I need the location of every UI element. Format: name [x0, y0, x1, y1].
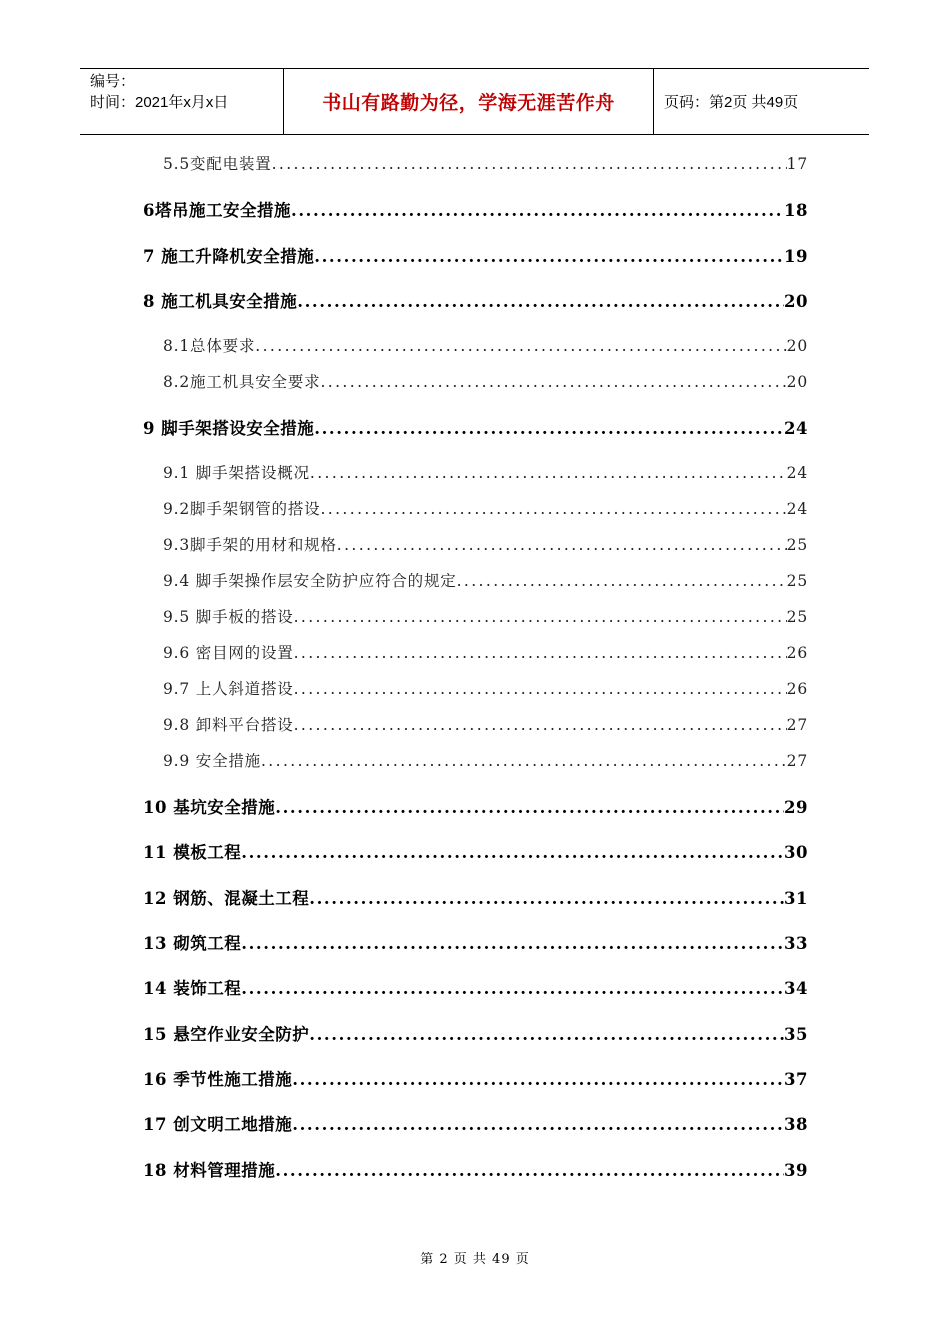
toc-entry-page: 33: [784, 934, 808, 953]
toc-leader-dots: [291, 201, 784, 220]
toc-entry-page: 17: [786, 155, 808, 173]
toc-entry-title: 10 基坑安全措施: [143, 798, 276, 817]
toc-leader-dots: [294, 680, 787, 698]
toc-entry-title: 18 材料管理措施: [143, 1161, 276, 1180]
toc-leader-dots: [241, 979, 784, 998]
document-number-label: 编号：: [90, 73, 136, 90]
toc-entry-title: 14 装饰工程: [143, 979, 242, 998]
toc-entry-title: 12 钢筋、混凝土工程: [143, 889, 310, 908]
toc-entry[interactable]: [163, 497, 808, 519]
toc-entry[interactable]: [143, 1066, 808, 1090]
toc-entry[interactable]: [163, 569, 808, 591]
toc-leader-dots: [292, 1115, 784, 1134]
toc-entry-page: 38: [784, 1115, 808, 1134]
toc-leader-dots: [320, 373, 786, 391]
toc-entry-title: 9.4 脚手架操作层安全防护应符合的规定: [163, 572, 457, 590]
toc-entry-title: 9 脚手架搭设安全措施: [143, 419, 315, 438]
toc-entry-title: 7 施工升降机安全措施: [143, 247, 315, 266]
toc-entry[interactable]: [143, 839, 808, 863]
page-header: [80, 68, 869, 135]
toc-leader-dots: [292, 1070, 784, 1089]
toc-entry-page: 26: [786, 680, 808, 698]
page-footer: 第 2 页 共 49 页: [420, 1252, 530, 1267]
toc-entry[interactable]: [163, 334, 808, 356]
toc-entry-title: 11 模板工程: [143, 843, 242, 862]
toc-entry-page: 24: [786, 464, 808, 482]
toc-entry-title: 9.6 密目网的设置: [163, 644, 294, 662]
toc-entry-page: 19: [784, 247, 808, 266]
toc-entry-title: 9.5 脚手板的搭设: [163, 608, 294, 626]
toc-entry-page: 29: [784, 798, 808, 817]
toc-entry-page: 27: [786, 716, 808, 734]
toc-leader-dots: [310, 464, 787, 482]
toc-entry[interactable]: [143, 1157, 808, 1181]
toc-entry-title: 6塔吊施工安全措施: [143, 201, 291, 220]
toc-entry-page: 25: [786, 608, 808, 626]
toc-entry[interactable]: [163, 641, 808, 663]
toc-entry-title: 9.2脚手架钢管的搭设: [163, 500, 321, 518]
toc-entry-title: 8 施工机具安全措施: [143, 292, 298, 311]
toc-entry-title: 17 创文明工地措施: [143, 1115, 293, 1134]
toc-entry-page: 37: [784, 1070, 808, 1089]
toc-entry-page: 39: [784, 1161, 808, 1180]
header-page-label: 页码：第2页 共49页: [664, 94, 799, 111]
toc-entry-title: 15 悬空作业安全防护: [143, 1025, 310, 1044]
toc-entry[interactable]: [143, 885, 808, 909]
toc-leader-dots: [272, 155, 787, 173]
toc-leader-dots: [314, 247, 784, 266]
toc-entry[interactable]: [163, 533, 808, 555]
toc-entry-page: 26: [786, 644, 808, 662]
toc-entry[interactable]: [163, 749, 808, 771]
toc-entry-page: 20: [786, 337, 808, 355]
toc-entry-title: 13 砌筑工程: [143, 934, 242, 953]
toc-entry-title: 9.9 安全措施: [163, 752, 261, 770]
toc-leader-dots: [314, 419, 784, 438]
toc-entry[interactable]: [163, 152, 808, 174]
toc-entry-page: 27: [786, 752, 808, 770]
toc-entry-page: 24: [784, 419, 808, 438]
toc-leader-dots: [294, 608, 787, 626]
toc-entry-page: 24: [786, 500, 808, 518]
header-motto: 书山有路勤为径，学海无涯苦作舟: [283, 69, 654, 134]
toc-leader-dots: [255, 337, 786, 355]
toc-entry-page: 18: [784, 201, 808, 220]
toc-leader-dots: [241, 934, 784, 953]
toc-leader-dots: [309, 889, 784, 908]
toc-entry-title: 16 季节性施工措施: [143, 1070, 293, 1089]
toc-leader-dots: [241, 843, 784, 862]
toc-entry[interactable]: [163, 605, 808, 627]
toc-leader-dots: [294, 644, 787, 662]
toc-entry[interactable]: [143, 930, 808, 954]
toc-entry-title: 5.5变配电装置: [163, 155, 272, 173]
toc-leader-dots: [294, 716, 787, 734]
toc-entry-page: 34: [784, 979, 808, 998]
toc-entry-page: 35: [784, 1025, 808, 1044]
toc-entry[interactable]: [143, 1111, 808, 1135]
toc-leader-dots: [297, 292, 784, 311]
toc-entry[interactable]: [143, 1021, 808, 1045]
toc-entry-page: 20: [784, 292, 808, 311]
toc-leader-dots: [457, 572, 787, 590]
toc-entry[interactable]: [163, 461, 808, 483]
document-time-label: 时间：2021年x月x日: [90, 94, 229, 111]
toc-leader-dots: [309, 1025, 784, 1044]
toc-entry-page: 25: [786, 572, 808, 590]
toc-entry[interactable]: [143, 288, 808, 312]
toc-entry-page: 30: [784, 843, 808, 862]
toc-entry-title: 9.7 上人斜道搭设: [163, 680, 294, 698]
toc-entry[interactable]: [163, 677, 808, 699]
toc-entry[interactable]: [143, 197, 808, 221]
toc-entry-title: 9.8 卸料平台搭设: [163, 716, 294, 734]
toc-entry-title: 9.1 脚手架搭设概况: [163, 464, 310, 482]
toc-entry-title: 8.2施工机具安全要求: [163, 373, 321, 391]
toc-entry-title: 8.1总体要求: [163, 337, 256, 355]
toc-leader-dots: [275, 1161, 784, 1180]
toc-leader-dots: [275, 798, 784, 817]
toc-entry[interactable]: [143, 415, 808, 439]
toc-leader-dots: [320, 500, 786, 518]
toc-entry-page: 20: [786, 373, 808, 391]
toc-leader-dots: [337, 536, 787, 554]
toc-entry[interactable]: [143, 243, 808, 267]
header-left-cell: [80, 69, 283, 134]
toc-leader-dots: [261, 752, 787, 770]
toc-entry[interactable]: [143, 975, 808, 999]
toc-entry[interactable]: [163, 370, 808, 392]
toc-entry[interactable]: [143, 794, 808, 818]
toc-entry[interactable]: [163, 713, 808, 735]
toc-entry-page: 25: [786, 536, 808, 554]
toc-entry-title: 9.3脚手架的用材和规格: [163, 536, 337, 554]
toc-entry-page: 31: [784, 889, 808, 908]
